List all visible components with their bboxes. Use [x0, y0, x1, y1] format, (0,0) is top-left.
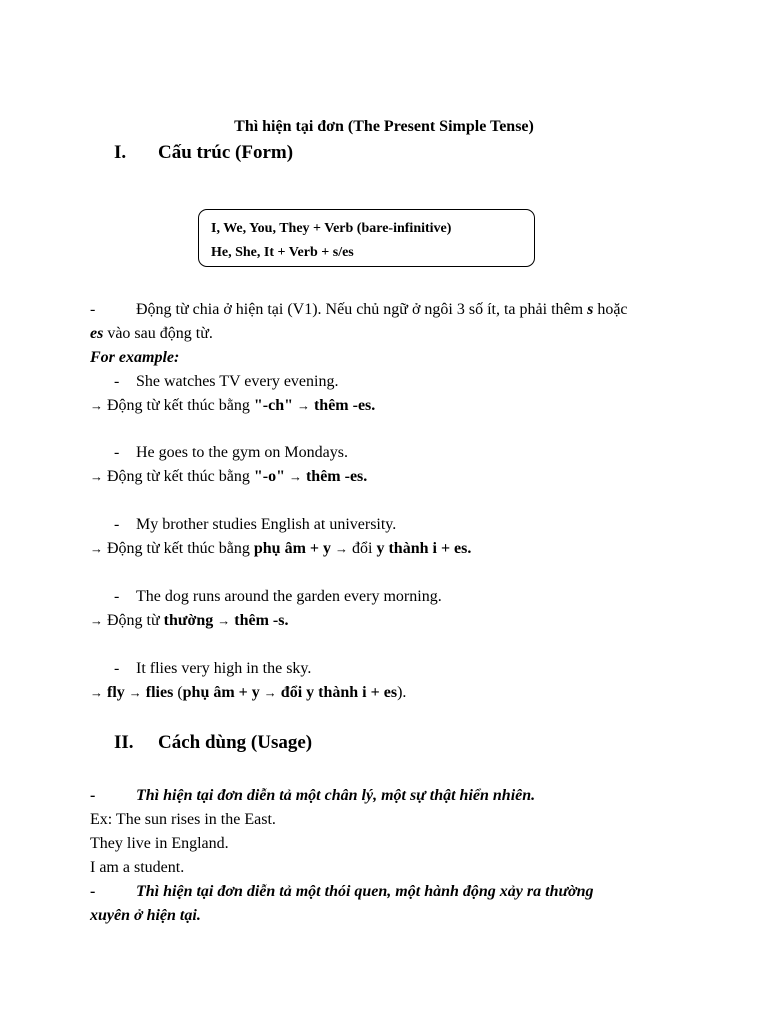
formula-line-plural: I, We, You, They + Verb (bare-infinitive) — [211, 221, 452, 236]
for-example-label: For example: — [90, 349, 180, 366]
arrow-icon: → — [90, 398, 103, 413]
example-dash: - — [114, 373, 120, 390]
usage-example: They live in England. — [90, 835, 229, 852]
arrow-icon: → — [128, 685, 142, 700]
arrow-icon: → — [217, 613, 231, 628]
example-note: → fly → flies (phụ âm + y → đổi y thành i + es). — [90, 684, 407, 701]
formula-line-singular: He, She, It + Verb + s/es — [211, 245, 354, 260]
example-sentence: She watches TV every evening. — [136, 373, 339, 390]
arrow-icon: → — [288, 469, 302, 484]
usage-rule-continued: xuyên ở hiện tại. — [90, 907, 201, 924]
section-1-title: Cấu trúc (Form) — [158, 142, 294, 163]
usage-rule: Thì hiện tại đơn diễn tả một chân lý, một sự thật hiển nhiên. — [136, 787, 536, 804]
usage-dash: - — [90, 883, 96, 900]
example-sentence: My brother studies English at university. — [136, 516, 397, 533]
section-1-number: I. — [114, 142, 127, 163]
arrow-icon: → — [90, 613, 103, 628]
example-note: → Động từ kết thúc bằng phụ âm + y → đổi y thành i + es. — [90, 540, 472, 557]
example-dash: - — [114, 444, 120, 461]
rule-line-2: es vào sau động từ. — [90, 325, 213, 342]
example-note: → Động từ kết thúc bằng "-o" → thêm -es. — [90, 468, 368, 485]
example-sentence: It flies very high in the sky. — [136, 660, 312, 677]
arrow-icon: → — [90, 685, 103, 700]
example-dash: - — [114, 588, 120, 605]
rule-dash: - — [90, 301, 96, 318]
arrow-icon: → — [90, 541, 103, 556]
section-2-title: Cách dùng (Usage) — [158, 732, 313, 753]
example-dash: - — [114, 660, 120, 677]
usage-example: Ex: The sun rises in the East. — [90, 811, 276, 828]
arrow-icon: → — [335, 541, 349, 556]
formula-box — [198, 209, 535, 267]
example-note: → Động từ thường → thêm -s. — [90, 612, 289, 629]
usage-rule: Thì hiện tại đơn diễn tả một thói quen, một hành động xảy ra thường — [136, 883, 594, 900]
example-note: → Động từ kết thúc bằng "-ch" → thêm -es. — [90, 397, 376, 414]
example-sentence: The dog runs around the garden every morning. — [136, 588, 442, 605]
usage-example: I am a student. — [90, 859, 185, 876]
section-2-number: II. — [114, 732, 134, 753]
rule-line-1: Động từ chia ở hiện tại (V1). Nếu chủ ngữ ở ngôi 3 số ít, ta phải thêm s hoặc — [136, 301, 628, 318]
arrow-icon: → — [90, 469, 103, 484]
example-sentence: He goes to the gym on Mondays. — [136, 444, 348, 461]
usage-dash: - — [90, 787, 96, 804]
example-dash: - — [114, 516, 120, 533]
arrow-icon: → — [296, 398, 310, 413]
document-title: Thì hiện tại đơn (The Present Simple Tense) — [234, 118, 534, 135]
arrow-icon: → — [263, 685, 277, 700]
